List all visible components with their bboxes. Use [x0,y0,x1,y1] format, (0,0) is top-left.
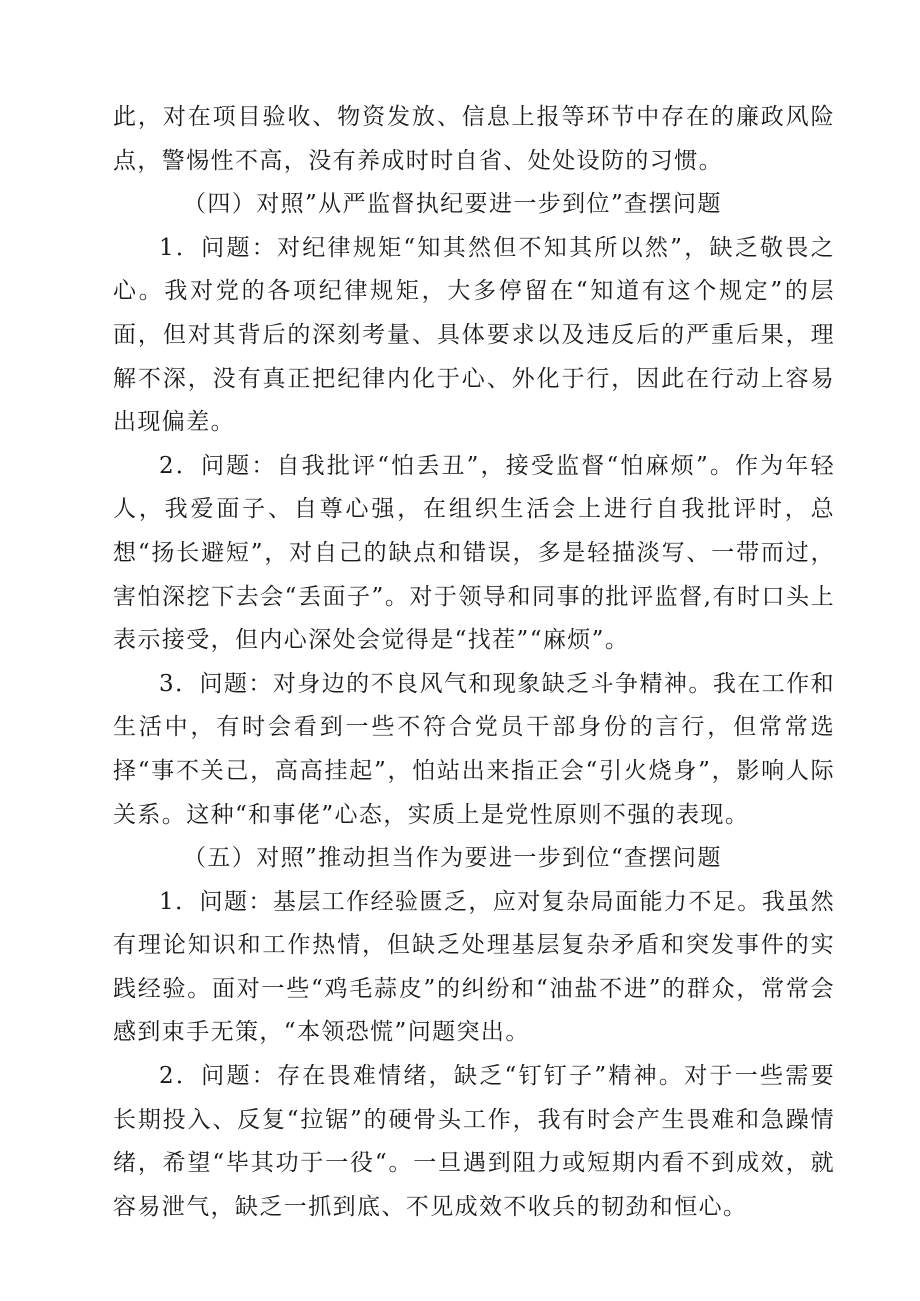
paragraph-problem-4-2: 2．问题：自我批评“怕丢丑”，接受监督“怕麻烦”。作为年轻人，我爱面子、自尊心强，在组织生活会上进行自我批评时，总想“扬长避短”，对自己的缺点和错误，多是轻描淡写、一带而过，害怕深挖下去会“丢面子”。对于领导和同事的批评监督,有时口头上表示接受，但内心深处会觉得是“找茬”“麻烦”。 [113,452,835,654]
paragraph-problem-5-2: 2．问题：存在畏难情绪，缺乏“钉钉子”精神。对于一些需要长期投入、反复“拉锯”的硬骨头工作，我有时会产生畏难和急躁情绪，希望“毕其功于一役“。一旦遇到阻力或短期内看不到成效，就容易泄气，缺乏一抓到底、不见成效不收兵的韧劲和恒心。 [113,1063,835,1220]
section-heading-4: （四）对照”从严监督执纪要进一步到位”查摆问题 [183,191,722,218]
section-heading-5: （五）对照”推动担当作为要进一步到位“查摆问题 [183,845,722,872]
paragraph-continuation: 此，对在项目验收、物资发放、信息上报等环节中存在的廉政风险点，警惕性不高，没有养成时时自省、处处设防的习惯。 [113,104,835,174]
paragraph-problem-5-1: 1．问题：基层工作经验匮乏，应对复杂局面能力不足。我虽然有理论知识和工作热情，但缺乏处理基层复杂矛盾和突发事件的实践经验。面对一些“鸡毛蒜皮”的纠纷和“油盐不进”的群众，常常会感到束手无策，“本领恐慌”问题突出。 [113,888,835,1046]
paragraph-problem-4-1: 1．问题：对纪律规矩“知其然但不知其所以然”，缺乏敬畏之心。我对党的各项纪律规矩，大多停留在“知道有这个规定”的层面，但对其背后的深刻考量、具体要求以及违反后的严重后果，理解不深，没有真正把纪律内化于心、外化于行，因此在行动上容易出现偏差。 [113,234,835,436]
paragraph-problem-4-3: 3．问题：对身边的不良风气和现象缺乏斗争精神。我在工作和生活中，有时会看到一些不符合党员干部身份的言行，但常常选择“事不关己，高高挂起”，怕站出来指正会“引火烧身”，影响人际关系。这种“和事佬”心态，实质上是党性原则不强的表现。 [113,670,835,828]
document-body [113,96,835,1229]
